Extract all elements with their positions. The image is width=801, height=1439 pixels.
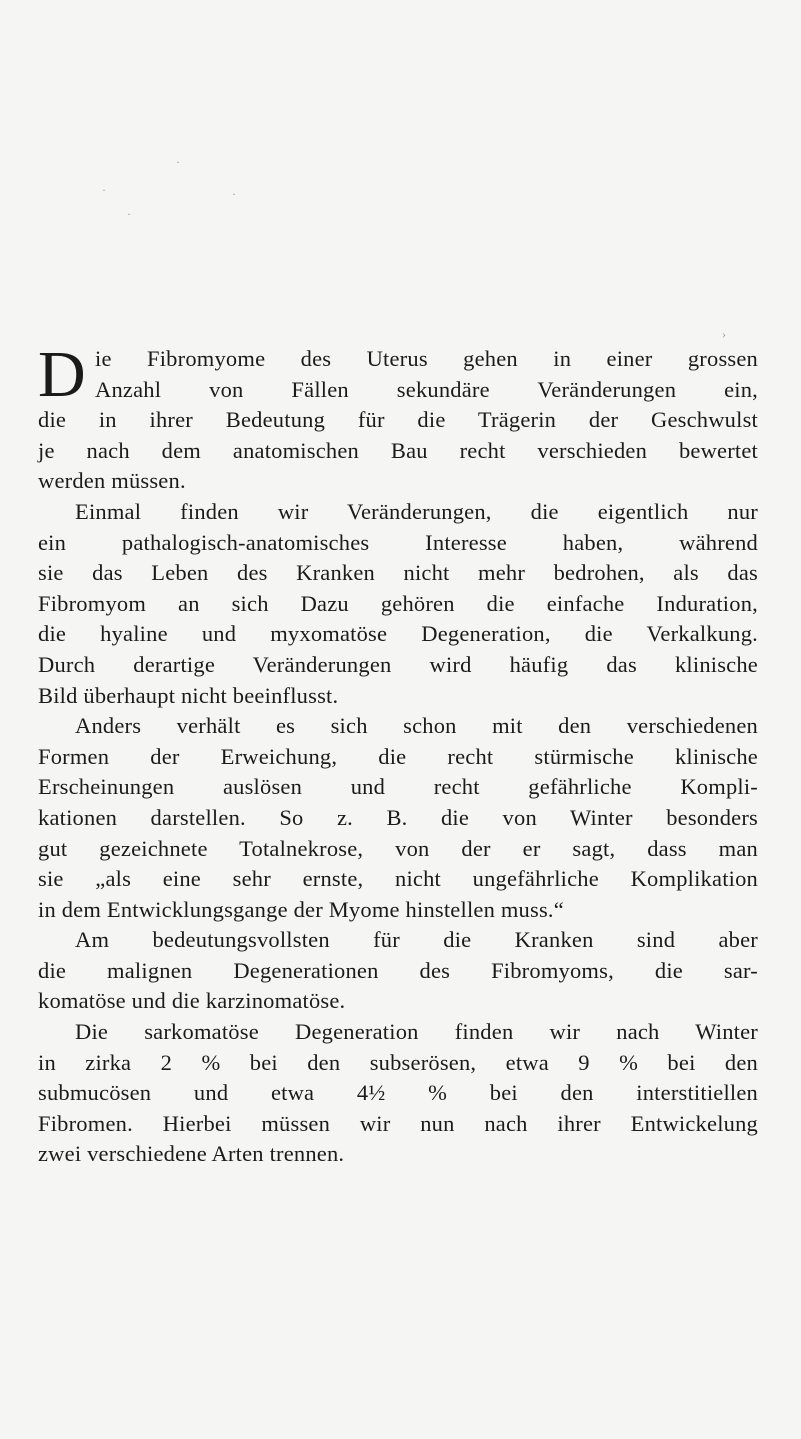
text-line: die in ihrer Bedeutung für die Trägerin der Geschwulst	[38, 407, 758, 433]
text-line: Formen der Erweichung, die recht stürmische klinische	[38, 743, 758, 769]
text-line: Anzahl von Fällen sekundäre Veränderungen ein,	[95, 376, 758, 402]
drop-cap: D	[38, 338, 86, 411]
text-line: submucösen und etwa 4½ % bei den interstitiellen	[38, 1080, 758, 1106]
scan-speck: ·	[102, 183, 106, 197]
text-line: Am bedeutungsvollsten für die Kranken sind aber	[75, 927, 758, 953]
text-line: zwei verschiedene Arten trennen.	[38, 1141, 345, 1167]
text-line: Einmal finden wir Veränderungen, die eigentlich nur	[75, 498, 758, 524]
text-line: je nach dem anatomischen Bau recht verschieden bewertet	[38, 437, 758, 463]
scan-speck: ·	[127, 207, 131, 221]
text-line: die hyaline und myxomatöse Degeneration, die Verkalkung.	[38, 621, 758, 647]
scan-speck: ›	[722, 327, 726, 341]
body-text	[38, 338, 758, 1170]
text-line: Durch derartige Veränderungen wird häufig das klinische	[38, 651, 758, 677]
text-line: Fibromyom an sich Dazu gehören die einfache Induration,	[38, 590, 758, 616]
text-line: kationen darstellen. So z. B. die von Winter besonders	[38, 804, 758, 830]
scan-speck: ·	[232, 187, 236, 201]
text-line: sie das Leben des Kranken nicht mehr bedrohen, als das	[38, 560, 758, 586]
text-line: komatöse und die karzinomatöse.	[38, 988, 346, 1014]
text-line: sie „als eine sehr ernste, nicht ungefährliche Komplikation	[38, 866, 758, 892]
text-line: Anders verhält es sich schon mit den verschiedenen	[75, 713, 758, 739]
text-line: Fibromen. Hierbei müssen wir nun nach ihrer Entwickelung	[38, 1110, 758, 1136]
text-line: Erscheinungen auslösen und recht gefährliche Kompli-	[38, 774, 758, 800]
text-line: Die sarkomatöse Degeneration finden wir nach Winter	[75, 1019, 758, 1045]
text-line: ie Fibromyome des Uterus gehen in einer grossen	[95, 346, 758, 371]
scan-speck: ·	[176, 155, 180, 169]
text-line: ein pathalogisch-anatomisches Interesse haben, während	[38, 529, 758, 555]
text-line: werden müssen.	[38, 468, 186, 494]
text-line: Bild überhaupt nicht beeinflusst.	[38, 682, 339, 708]
text-line: gut gezeichnete Totalnekrose, von der er sagt, dass man	[38, 835, 758, 861]
text-line: in dem Entwicklungsgange der Myome hinstellen muss.“	[38, 896, 564, 922]
text-line: in zirka 2 % bei den subserösen, etwa 9 % bei den	[38, 1049, 758, 1075]
text-line: die malignen Degenerationen des Fibromyoms, die sar-	[38, 957, 758, 983]
